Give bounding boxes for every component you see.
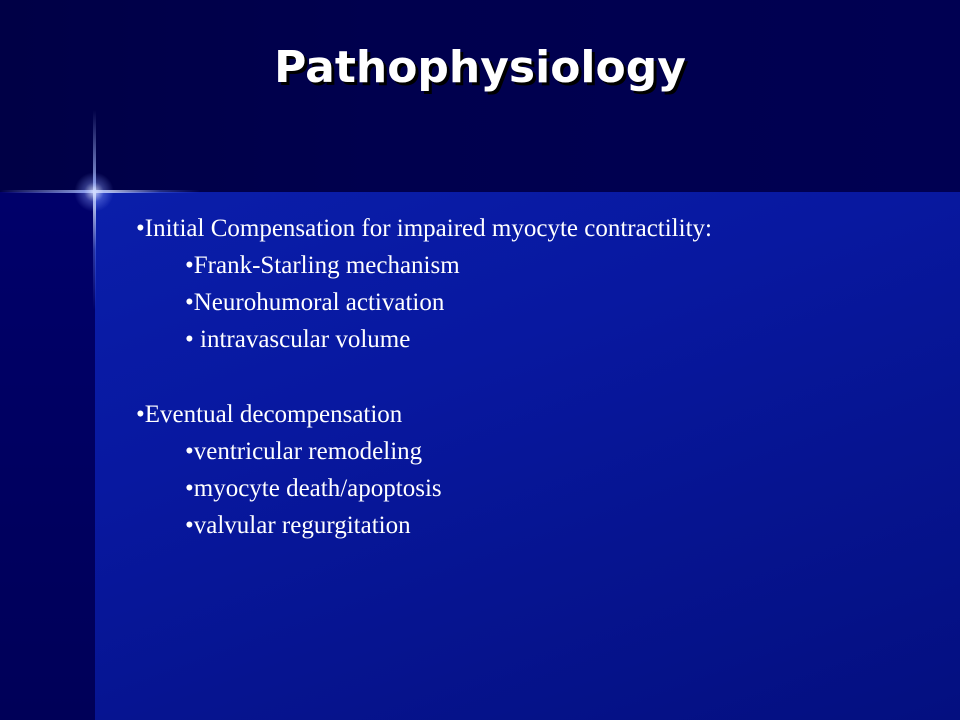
bullet-item-myocyte-death: •myocyte death/apoptosis — [185, 475, 442, 502]
slide-left-strip — [0, 192, 95, 720]
bullet-item-ventricular-remodeling: •ventricular remodeling — [185, 438, 423, 465]
bullet-item-neurohumoral: •Neurohumoral activation — [185, 289, 445, 316]
section-spacer — [136, 358, 936, 396]
bullet-heading-eventual-decompensation: •Eventual decompensation — [136, 401, 403, 428]
bullet-item-intravascular-volume: • intravascular volume — [185, 326, 411, 353]
bullet-item-frank-starling: •Frank-Starling mechanism — [185, 252, 460, 279]
bullet-heading-initial-compensation: •Initial Compensation for impaired myocyte contractility: — [136, 215, 712, 242]
slide-title: Pathophysiology — [274, 42, 686, 93]
light-flare-glow — [74, 172, 114, 212]
bullet-item-valvular-regurgitation: •valvular regurgitation — [185, 512, 411, 539]
bullet-list — [136, 210, 936, 544]
